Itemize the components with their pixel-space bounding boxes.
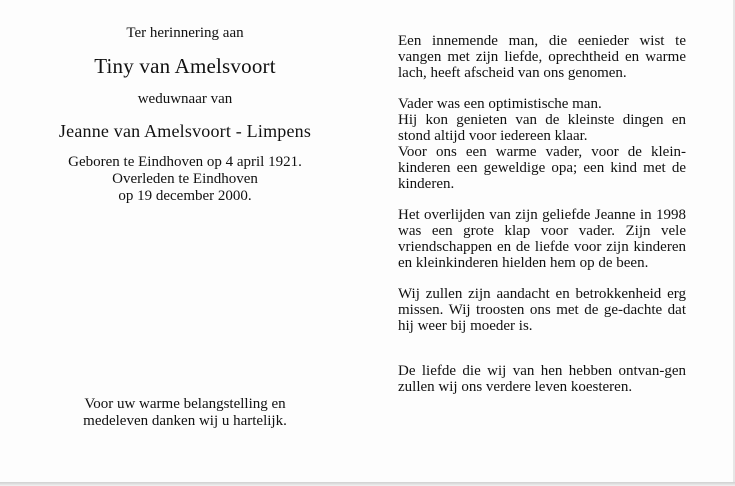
right-panel bbox=[398, 33, 686, 395]
deceased-name: Tiny van Amelsvoort bbox=[94, 54, 276, 78]
paragraph-loss: Het overlijden van zijn geliefde Jeanne in 1998 was een grote klap voor vader. Zijn vele vriendschappen en de liefde voor zijn kinderen en kleinkinderen hielden hem op de been. bbox=[398, 207, 686, 271]
relation-text: weduwnaar van bbox=[137, 91, 233, 107]
paragraph-tribute: Een innemende man, die eenieder wist te vangen met zijn liefde, oprechtheid en warme lach, heeft afscheid van ons genomen. bbox=[398, 33, 686, 81]
paragraph-missing: Wij zullen zijn aandacht en betrokkenheid erg missen. Wij troosten ons met de ge-dachte dat hij weer bij moeder is. bbox=[398, 286, 686, 334]
card-edge-shadow bbox=[0, 482, 735, 486]
thanks-line-1: Voor uw warme belangstelling en bbox=[84, 396, 286, 412]
paragraph-optimist-line1: Vader was een optimistische man. bbox=[398, 96, 602, 112]
spouse-name: Jeanne van Amelsvoort - Limpens bbox=[58, 121, 312, 141]
intro-text: Ter herinnering aan bbox=[126, 25, 244, 41]
death-date-line: op 19 december 2000. bbox=[118, 188, 252, 204]
thanks-line-2: medeleven danken wij u hartelijk. bbox=[83, 413, 287, 429]
paragraph-optimist-line3: Voor ons een warme vader, voor de klein-kinderen een geweldige opa; een kind met de kinderen. bbox=[398, 144, 686, 192]
left-panel bbox=[20, 24, 350, 205]
life-dates bbox=[20, 154, 350, 205]
thanks-block bbox=[20, 396, 350, 430]
paragraph-optimist-line2: Hij kon genieten van de kleinste dingen en stond altijd voor iedereen klaar. bbox=[398, 112, 686, 144]
paragraph-closing: De liefde die wij van hen hebben ontvan-gen zullen wij ons verdere leven koesteren. bbox=[398, 363, 686, 395]
birth-line: Geboren te Eindhoven op 4 april 1921. bbox=[68, 154, 302, 170]
death-place-line: Overleden te Eindhoven bbox=[112, 171, 258, 187]
